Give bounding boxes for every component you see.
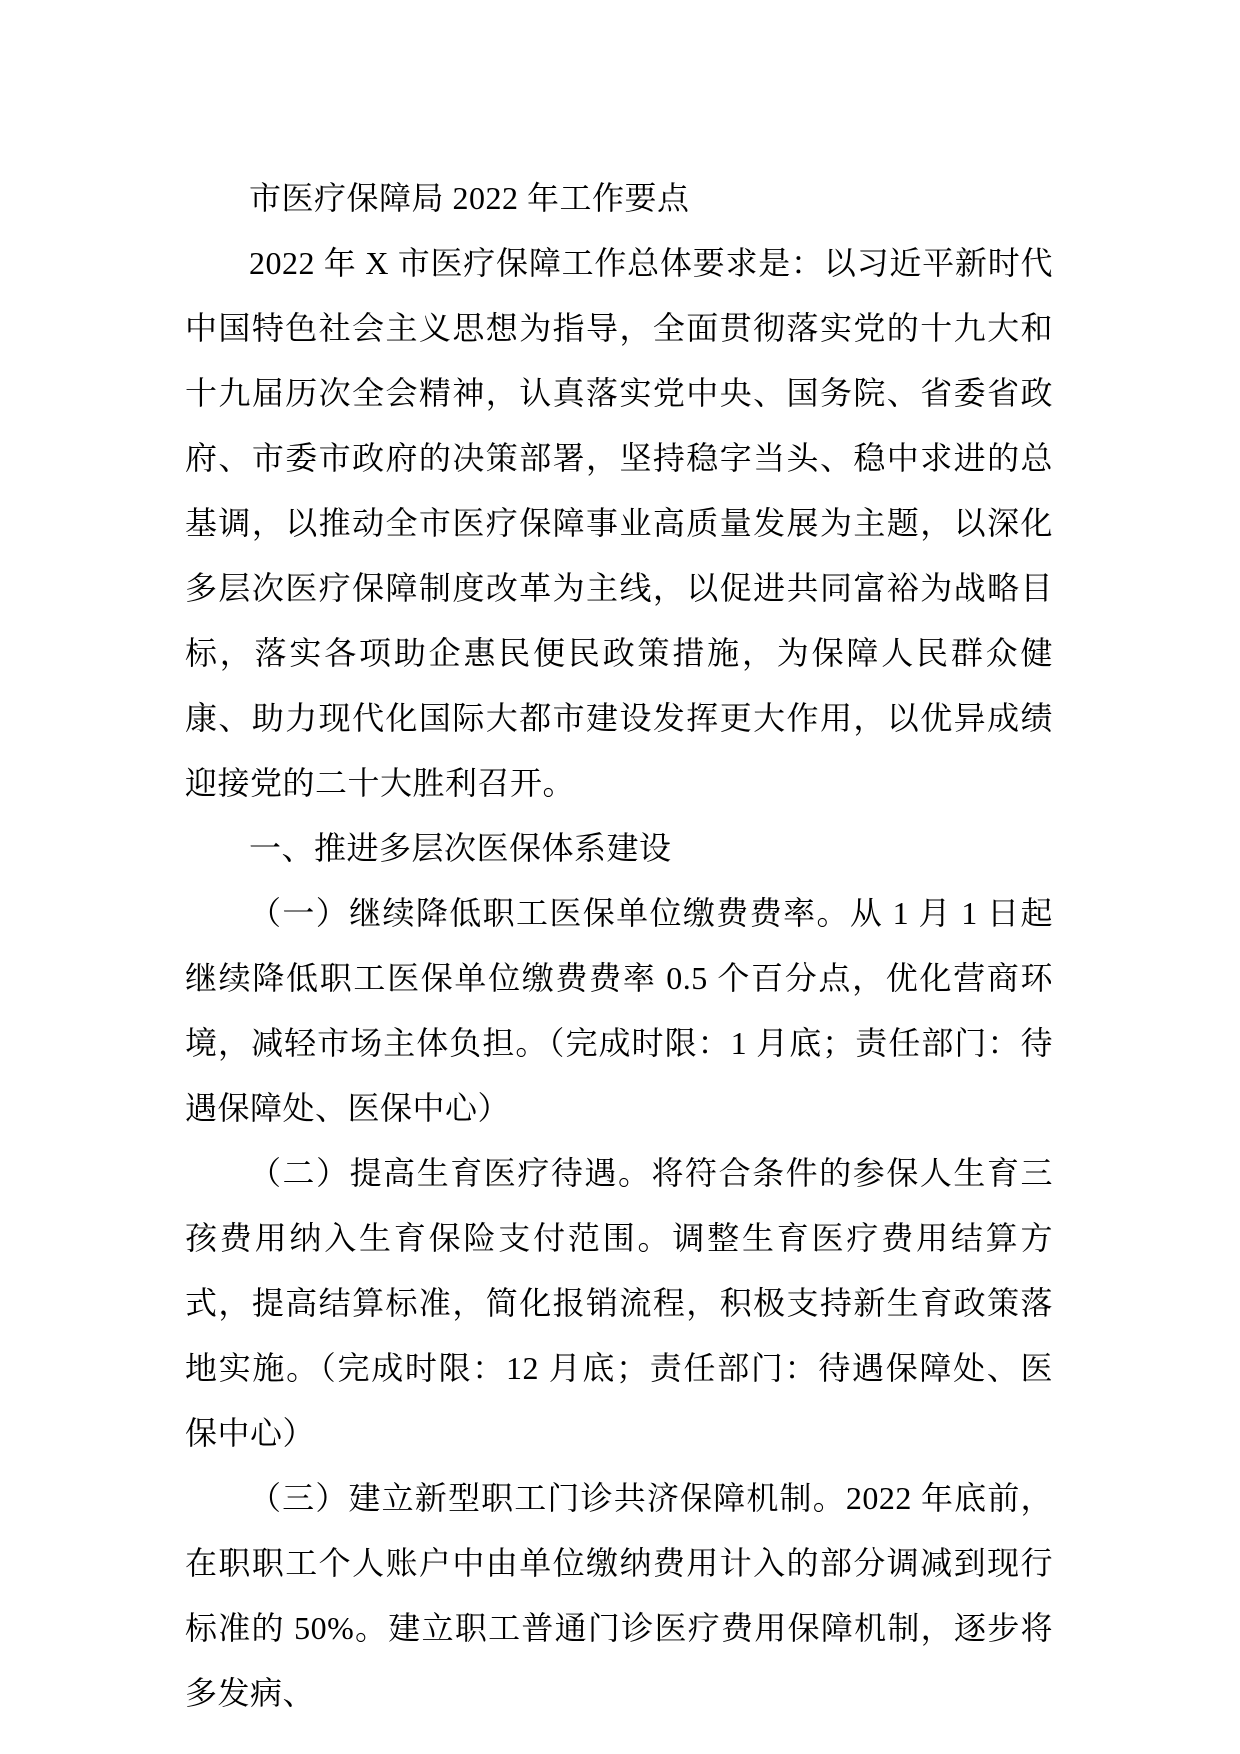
document-title: 市医疗保障局 2022 年工作要点 [249,180,690,216]
section-1-item-3: （三）建立新型职工门诊共济保障机制。2022 年底前，在职职工个人账户中由单位缴纳费用计入的部分调减到现行标准的 50%。建立职工普通门诊医疗费用保障机制，逐步将多发病、 [185,1480,1053,1711]
section-1-item-2: （二）提高生育医疗待遇。将符合条件的参保人生育三孩费用纳入生育保险支付范围。调整生育医疗费用结算方式，提高结算标准，简化报销流程，积极支持新生育政策落地实施。（完成时限：12 月底；责任部门：待遇保障处、医保中心） [185,1155,1053,1451]
section-1-heading: 一、推进多层次医保体系建设 [249,830,672,866]
document-body [185,166,1053,1726]
intro-paragraph: 2022 年 X 市医疗保障工作总体要求是：以习近平新时代中国特色社会主义思想为指导，全面贯彻落实党的十九大和十九届历次全会精神，认真落实党中央、国务院、省委省政府、市委市政府的决策部署，坚持稳字当头、稳中求进的总基调，以推动全市医疗保障事业高质量发展为主题，以深化多层次医疗保障制度改革为主线，以促进共同富裕为战略目标，落实各项助企惠民便民政策措施，为保障人民群众健康、助力现代化国际大都市建设发挥更大作用，以优异成绩迎接党的二十大胜利召开。 [185,245,1053,801]
section-1-item-1: （一）继续降低职工医保单位缴费费率。从 1 月 1 日起继续降低职工医保单位缴费费率 0.5 个百分点，优化营商环境，减轻市场主体负担。（完成时限：1 月底；责任部门：待遇保障处、医保中心） [185,895,1053,1126]
